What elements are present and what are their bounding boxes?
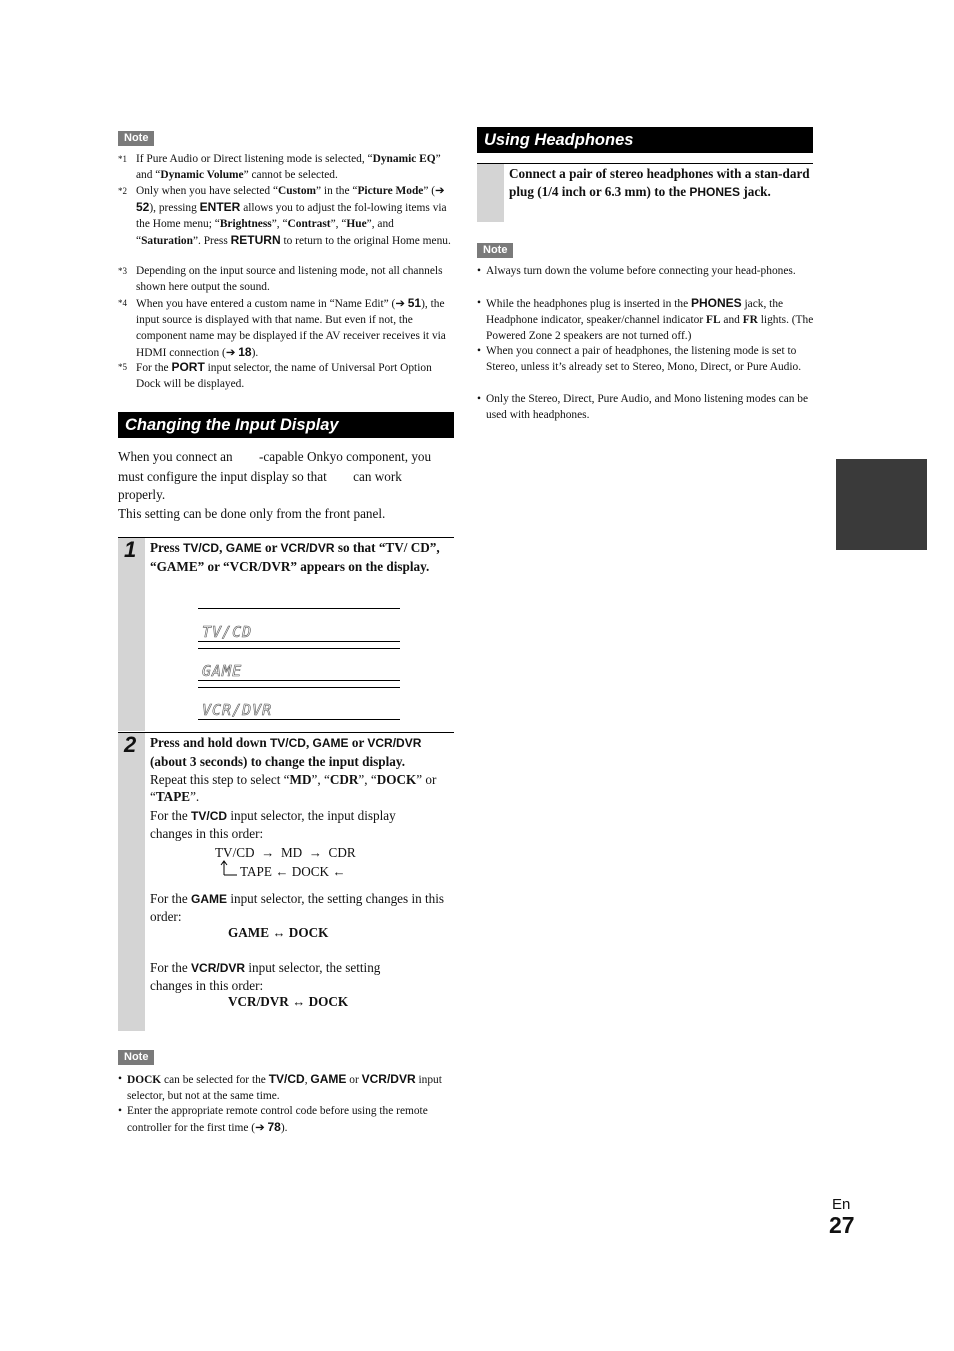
bold-term: Dynamic EQ [372,153,436,165]
button-name: 51 [407,296,422,310]
note-bullet [477,343,815,375]
bold-term: Hue [346,218,367,230]
footnote-text: Only when you have selected “Custom” in the “Picture Mode” (➔ 52), pressing ENTER allows you to adjust the fol-lowing items via the Home menu; “Brightness”, “Contrast”, “Hue”, and “Saturation”. Press RETURN to return to the original Home menu. [136,185,451,247]
intro-line: This setting can be done only from the front panel. [118,506,386,521]
step2-instruction: Press and hold down TV/CD, GAME or VCR/DVR (about 3 seconds) to change the input display. [150,735,422,769]
display-divider [198,680,400,681]
bullet-text: DOCK can be selected for the TV/CD, GAME or VCR/DVR input selector, but not at the same time. [127,1072,442,1102]
button-name: GAME [312,736,349,750]
note-tag: Note [118,131,154,146]
intro-line: properly. [118,487,166,502]
button-name: GAME [225,541,262,555]
note-tag: Note [118,1050,154,1065]
bold-term: Brightness [219,218,272,230]
page-number: 27 [829,1212,855,1238]
bold-term: MD [289,772,312,787]
section-heading-changing-input: Changing the Input Display [118,412,454,438]
display-divider [198,608,400,609]
return-arrow-icon [219,859,239,877]
button-name: RETURN [230,233,281,247]
chapter-tab [836,459,927,550]
game-sequence: GAME ↔ DOCK [228,925,329,940]
bold-term: FR [742,314,758,326]
footnote [118,151,458,183]
note-bullet [118,1071,453,1104]
step-sidebar [118,733,145,1031]
step-divider [118,732,454,733]
button-name: 18 [238,345,252,359]
display-divider [198,641,400,642]
section-heading-headphones: Using Headphones [477,127,813,153]
step-number: 2 [124,732,137,757]
display-divider [198,648,400,649]
step-divider [477,163,813,164]
button-name: 78 [267,1120,281,1134]
display-vcrdvr: VCR/DVR [202,701,273,719]
button-name: VCR/DVR [367,736,422,750]
bold-term: CDR [329,772,359,787]
footnote-text: Depending on the input source and listening mode, not all channels shown here output the sound. [136,265,443,293]
bullet-text: When you connect a pair of headphones, the listening mode is set to Stereo, unless it’s already set to Stereo, Mono, Direct, or Pure Audio. [486,345,802,373]
bold-term: TAPE [155,789,191,804]
step1-instruction: Press TV/CD, GAME or VCR/DVR so that “TV/ CD”, “GAME” or “VCR/DVR” appears on the display. [150,540,440,574]
page-language: En [832,1196,851,1213]
footnote-text: When you have entered a custom name in “Name Edit” (➔ 51), the input source is displayed with that name. But even if not, the component name may be displayed if the AV receiver receives it via HDMI connection (➔ 18). [136,296,446,359]
intro-text [118,448,458,523]
bold-term: DOCK [127,1074,162,1086]
tvcd-order-intro: For the TV/CD input selector, the input display changes in this order: [150,808,396,841]
display-game: GAME [202,662,243,680]
footnote-text: For the PORT input selector, the name of Universal Port Option Dock will be displayed. [136,360,432,390]
note-bullet [477,263,815,279]
bold-term: Custom [278,185,317,197]
note-bullet [477,295,815,344]
button-name: TV/CD [268,1072,305,1086]
headphones-instruction: Connect a pair of stereo headphones with a stan-dard plug (1/4 inch or 6.3 mm) to the PHONES jack. [509,166,810,199]
button-name: TV/CD [269,736,306,750]
display-tvcd: TV/CD [202,623,253,641]
display-divider [198,719,400,720]
button-name: GAME [310,1072,347,1086]
bullet-icon: • [477,345,481,357]
bullet-text: While the headphones plug is inserted in the PHONES jack, the Headphone indicator, speaker/channel indicator FL and FR lights. (The Powered Zone 2 speakers are not turned off.) [486,296,814,342]
tvcd-sequence-row2: TAPE ← DOCK ← [240,864,346,879]
bullet-icon: • [118,1105,122,1117]
step-sidebar [118,538,145,731]
bullet-text: Always turn down the volume before connecting your head-phones. [486,265,796,277]
bold-term: Picture Mode [357,185,424,197]
footnote [118,263,458,295]
step-number: 1 [124,537,137,562]
button-name: PORT [171,360,205,374]
intro-line: must configure the input display so that can work [118,469,402,484]
button-name: ENTER [199,200,241,214]
button-name: 52 [136,200,150,214]
bullet-icon: • [477,265,481,277]
note-bullet [118,1103,453,1136]
step2-repeat-text: Repeat this step to select “MD”, “CDR”, “DOCK” or “TAPE”. [150,772,437,804]
footnote-mark: *5 [118,362,127,372]
bullet-icon: • [477,297,481,309]
button-name: GAME [191,892,228,906]
vcr-sequence: VCR/DVR ↔ DOCK [228,994,349,1009]
footnote [118,359,458,392]
bold-term: Dynamic Volume [160,169,244,181]
bullet-text: Only the Stereo, Direct, Pure Audio, and Mono listening modes can be used with headphones. [486,393,809,421]
button-name: VCR/DVR [280,541,335,555]
footnote-mark: *3 [118,266,127,276]
bold-term: Saturation [141,235,193,247]
bold-term: Contrast [287,218,331,230]
footnote-text: If Pure Audio or Direct listening mode is selected, “Dynamic EQ” and “Dynamic Volume” cannot be selected. [136,153,441,181]
button-name: TV/CD [183,541,220,555]
step-divider [118,537,454,538]
button-name: VCR/DVR [361,1072,416,1086]
footnote-mark: *1 [118,154,127,164]
button-name: PHONES [690,296,742,310]
bold-term: FL [706,314,721,326]
vcr-order-intro: For the VCR/DVR input selector, the setting changes in this order: [150,960,381,993]
note-tag: Note [477,243,513,258]
footnote [118,183,458,249]
bullet-icon: • [477,393,481,405]
display-divider [198,687,400,688]
note-bullet [477,391,815,423]
tvcd-sequence-row1: TV/CD → MD → CDR [215,845,356,860]
footnote [118,295,458,361]
button-name: VCR/DVR [191,961,246,975]
step-sidebar [477,164,504,222]
bold-term: DOCK [376,772,417,787]
game-order-intro: For the GAME input selector, the setting changes in this order: [150,891,445,924]
bullet-icon: • [118,1073,122,1085]
footnote-mark: *2 [118,186,127,196]
intro-line: When you connect an -capable Onkyo component, you [118,449,432,464]
bullet-text: Enter the appropriate remote control code before using the remote controller for the first time (➔ 78). [127,1105,428,1134]
footnote-mark: *4 [118,298,127,308]
button-name: PHONES [689,184,741,199]
button-name: TV/CD [191,809,228,823]
